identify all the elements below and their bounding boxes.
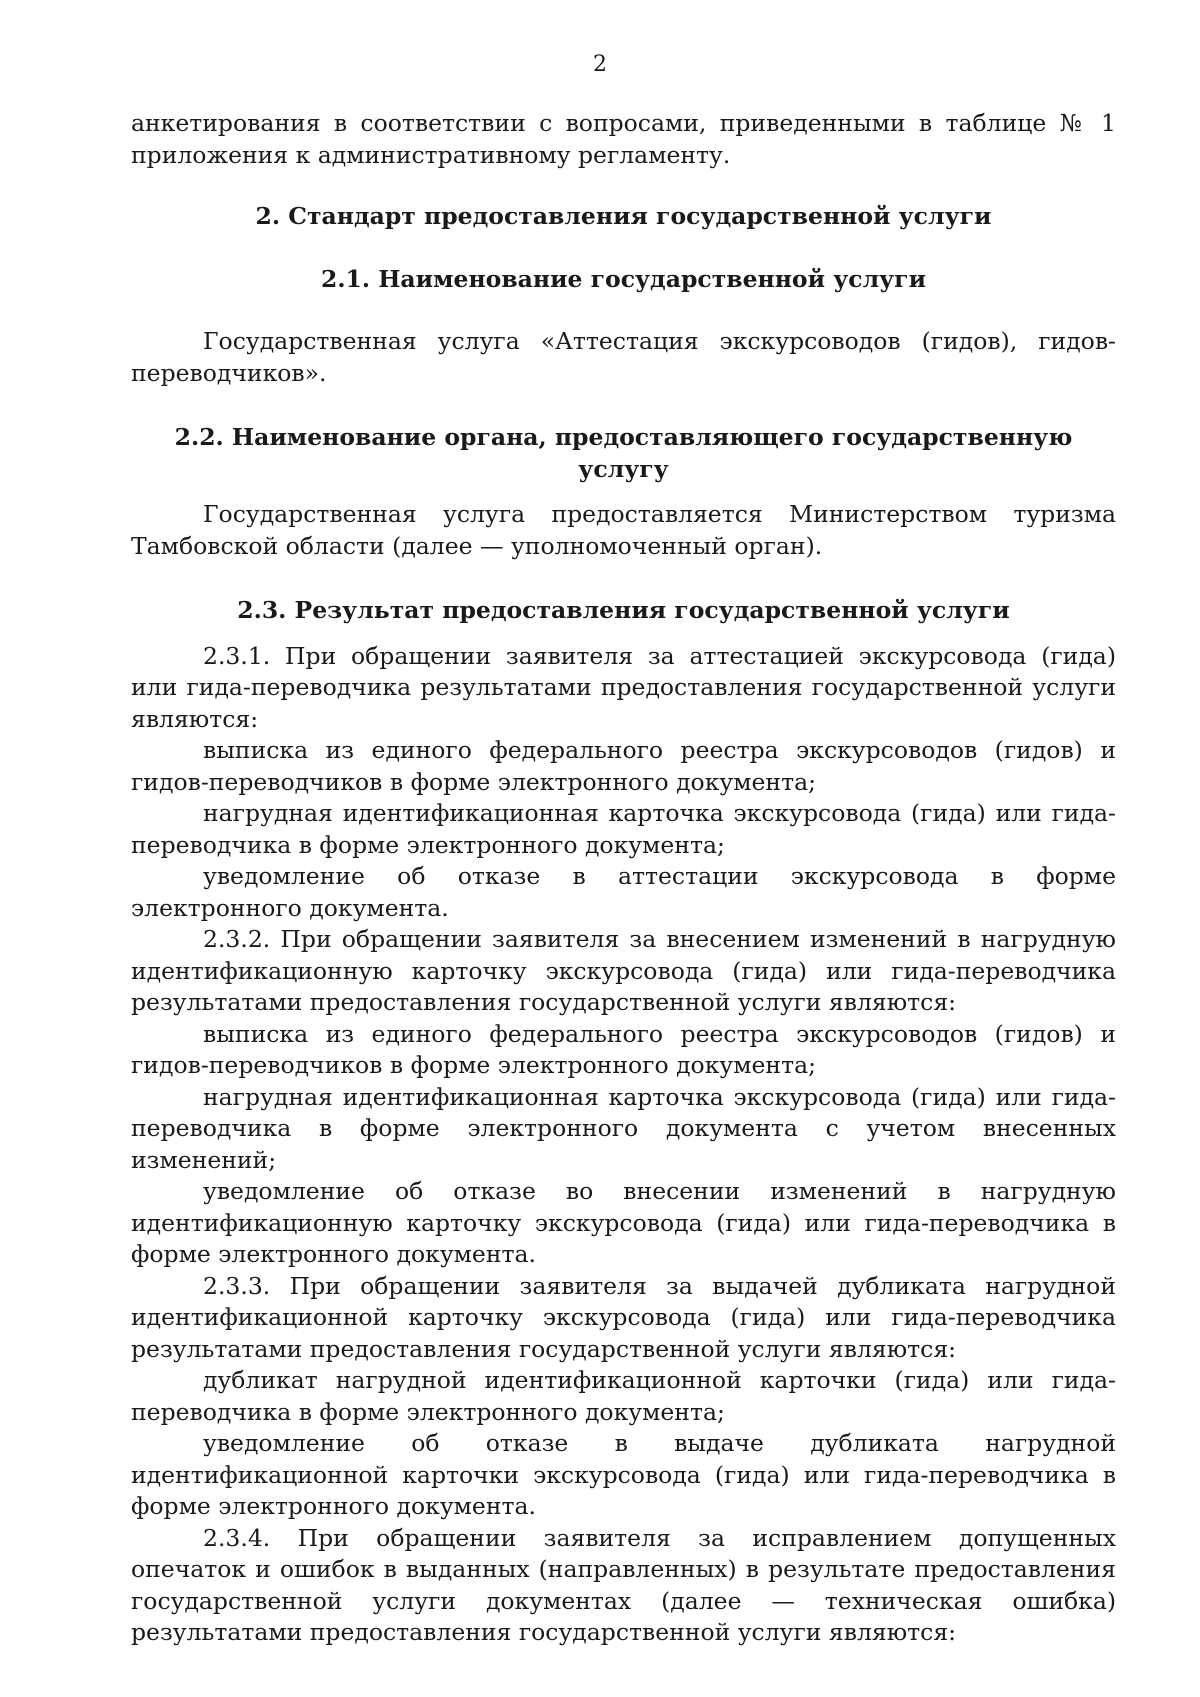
page-number: 2: [593, 52, 607, 77]
section-2-3-title: 2.3. Результат предоставления государственной услуги: [237, 596, 1010, 624]
paragraph-2-3-4: 2.3.4. При обращении заявителя за исправлением допущенных опечаток и ошибок в выданных (направленных) в результате предоставления государственной услуги документах (далее — техническая ошибка) результатами предоставления государственной услуги являются:: [131, 1523, 1116, 1646]
section-2-2-title: 2.2. Наименование органа, предоставляющего государственную услугу: [174, 423, 1073, 483]
list-item: уведомление об отказе во внесении изменений в нагрудную идентификационную карточку экскурсовода (гида) или гида-переводчика в форме электронного документа.: [131, 1177, 1116, 1268]
intro-paragraph: анкетирования в соответствии с вопросами, приведенными в таблице № 1 приложения к административному регламенту.: [131, 109, 1116, 169]
list-item: нагрудная идентификационная карточка экскурсовода (гида) или гида-переводчика в форме электронного документа с учетом внесенных изменений;: [131, 1082, 1116, 1174]
list-item: уведомление об отказе в выдаче дубликата нагрудной идентификационной карточки экскурсовода (гида) или гида-переводчика в форме электронного документа.: [131, 1429, 1116, 1520]
list-item: нагрудная идентификационная карточка экскурсовода (гида) или гида-переводчика в форме электронного документа;: [131, 799, 1116, 859]
list-item: выписка из единого федерального реестра экскурсоводов (гидов) и гидов-переводчиков в форме электронного документа;: [131, 736, 1116, 796]
list-item: дубликат нагрудной идентификационной карточки (гида) или гида-переводчика в форме электронного документа;: [131, 1366, 1116, 1426]
paragraph-2-3-2: 2.3.2. При обращении заявителя за внесением изменений в нагрудную идентификационную карточку экскурсовода (гида) или гида-переводчика результатами предоставления государственной услуги являются:: [131, 925, 1116, 1016]
paragraph-2-3-3: 2.3.3. При обращении заявителя за выдачей дубликата нагрудной идентификационной карточку экскурсовода (гида) или гида-переводчика результатами предоставления государственной услуги являются:: [131, 1271, 1116, 1363]
section-2-2-text: Государственная услуга предоставляется Министерством туризма Тамбовской области (далее — уполномоченный орган).: [131, 500, 1116, 560]
document-body: [131, 108, 1116, 1649]
list-item: выписка из единого федерального реестра экскурсоводов (гидов) и гидов-переводчиков в форме электронного документа;: [131, 1019, 1116, 1079]
section-2-1-text: Государственная услуга «Аттестация экскурсоводов (гидов), гидов-переводчиков».: [131, 327, 1116, 387]
list-item: уведомление об отказе в аттестации экскурсовода в форме электронного документа.: [131, 862, 1116, 922]
section-2-title: 2. Стандарт предоставления государственной услуги: [255, 202, 992, 230]
section-2-1-title: 2.1. Наименование государственной услуги: [320, 264, 927, 293]
paragraph-2-3-1: 2.3.1. При обращении заявителя за аттестацией экскурсовода (гида) или гида-переводчика результатами предоставления государственной услуги являются:: [131, 641, 1116, 733]
